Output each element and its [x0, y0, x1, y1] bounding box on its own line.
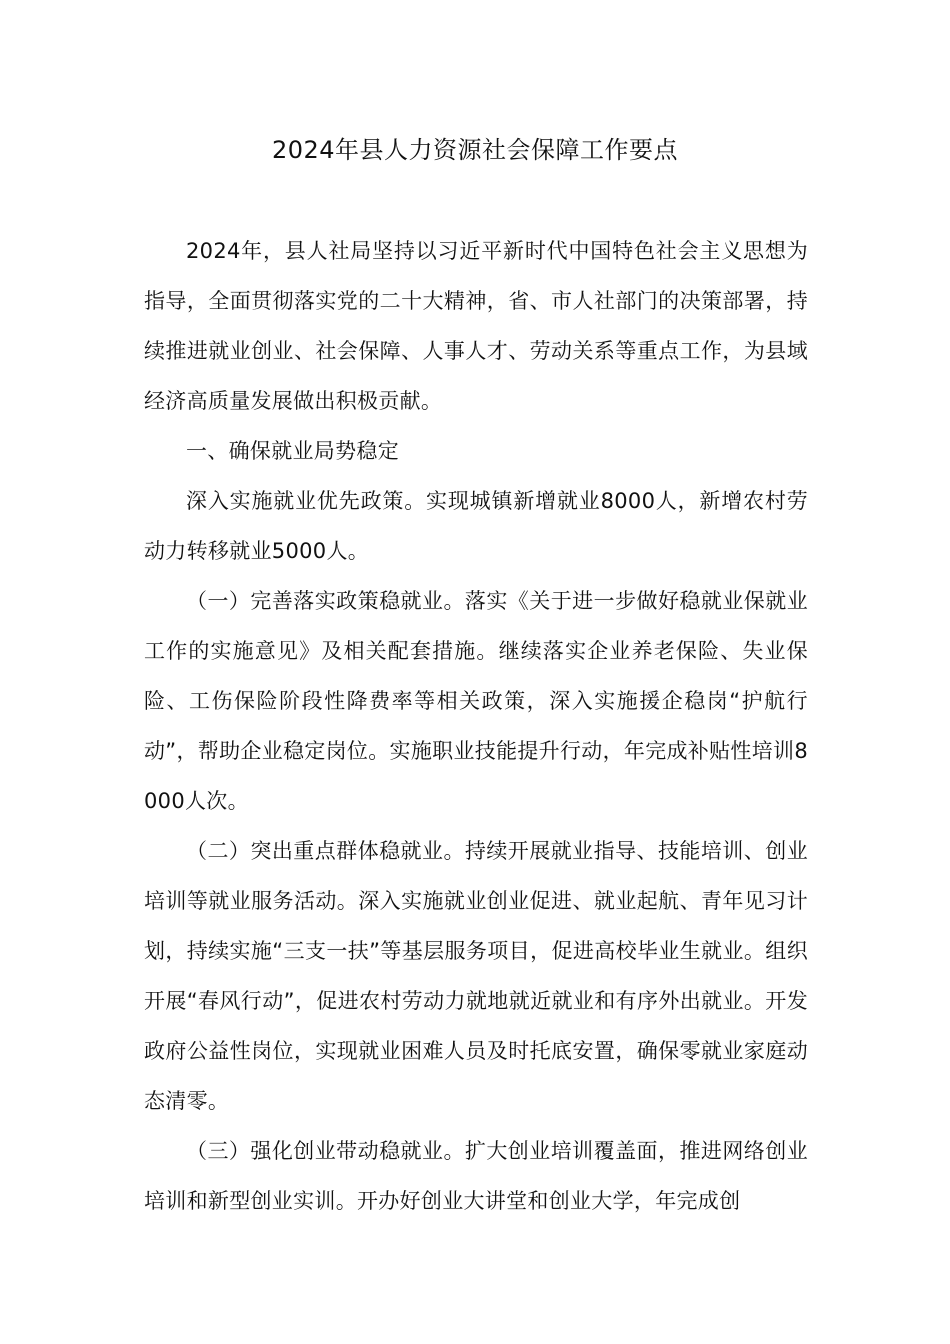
- section-summary-paragraph: 深入实施就业优先政策。实现城镇新增就业8000人，新增农村劳动力转移就业5000人。: [144, 489, 808, 563]
- section-heading-1: 一、确保就业局势稳定: [186, 439, 399, 463]
- intro-paragraph: 2024年，县人社局坚持以习近平新时代中国特色社会主义思想为指导，全面贯彻落实党的二十大精神，省、市人社部门的决策部署，持续推进就业创业、社会保障、人事人才、劳动关系等重点工作，为县域经济高质量发展做出积极贡献。: [144, 239, 808, 413]
- subsection-2-paragraph: （二）突出重点群体稳就业。持续开展就业指导、技能培训、创业培训等就业服务活动。深入实施就业创业促进、就业起航、青年见习计划，持续实施“三支一扶”等基层服务项目，促进高校毕业生就业。组织开展“春风行动”，促进农村劳动力就地就近就业和有序外出就业。开发政府公益性岗位，实现就业困难人员及时托底安置，确保零就业家庭动态清零。: [144, 839, 808, 1113]
- document-title: 2024年县人力资源社会保障工作要点: [271, 136, 679, 164]
- subsection-3-paragraph: （三）强化创业带动稳就业。扩大创业培训覆盖面，推进网络创业培训和新型创业实训。开办好创业大讲堂和创业大学，年完成创: [144, 1139, 808, 1213]
- subsection-1-paragraph: （一）完善落实政策稳就业。落实《关于进一步做好稳就业保就业工作的实施意见》及相关配套措施。继续落实企业养老保险、失业保险、工伤保险阶段性降费率等相关政策，深入实施援企稳岗“护航行动”，帮助企业稳定岗位。实施职业技能提升行动，年完成补贴性培训8000人次。: [144, 589, 808, 813]
- document-body: [144, 226, 808, 1226]
